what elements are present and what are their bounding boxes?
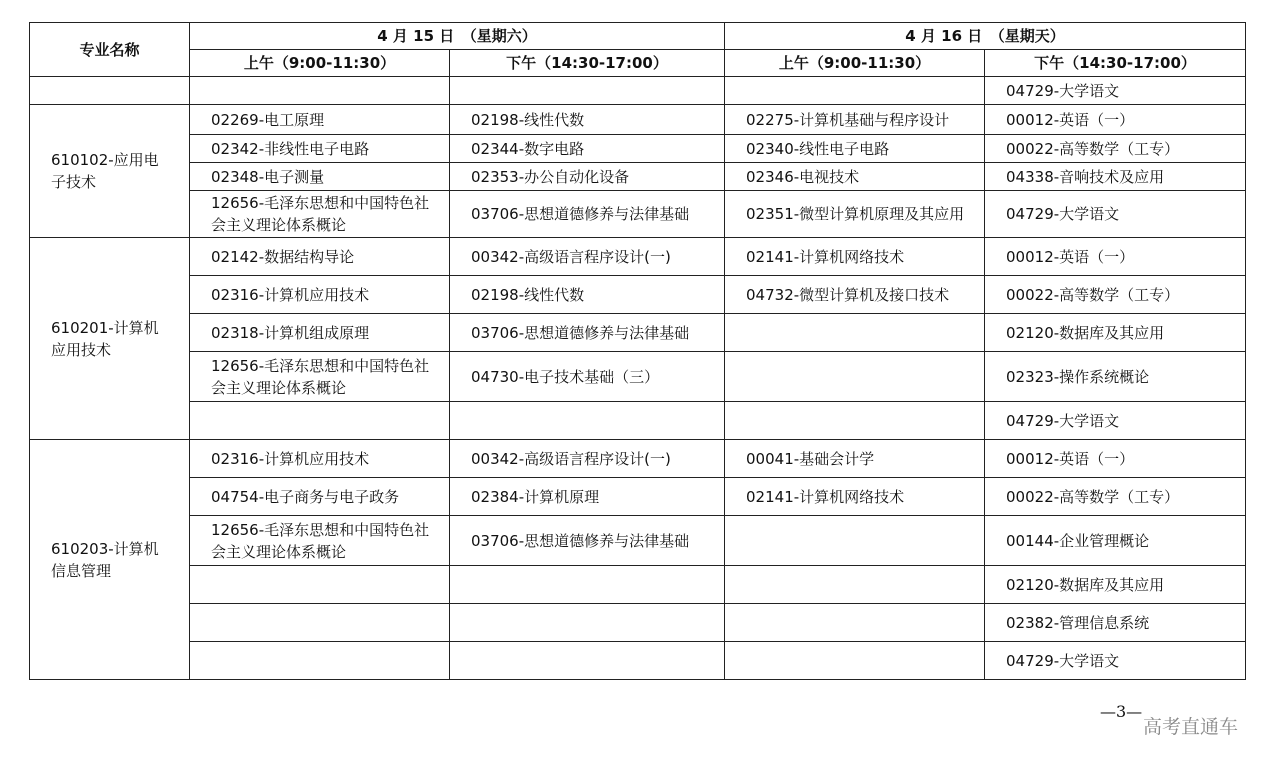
course-cell: 00012-英语（一）: [985, 440, 1246, 478]
course-cell: [190, 402, 450, 440]
course-cell: 02275-计算机基础与程序设计: [725, 105, 985, 135]
watermark: 高考直通车: [1143, 716, 1239, 738]
course-cell: 02342-非线性电子电路: [190, 135, 450, 163]
table-row: [30, 402, 1246, 440]
course-cell: 04729-大学语文: [985, 402, 1246, 440]
course-cell: [190, 604, 450, 642]
course-cell: 02142-数据结构导论: [190, 238, 450, 276]
course-cell: 02323-操作系统概论: [985, 352, 1246, 402]
course-cell: 00041-基础会计学: [725, 440, 985, 478]
course-cell: 02344-数字电路: [450, 135, 725, 163]
table-row: [30, 191, 1246, 238]
course-cell: [450, 604, 725, 642]
table-header: [30, 23, 1246, 77]
table-row: [30, 440, 1246, 478]
table-row: [30, 352, 1246, 402]
course-cell: 04338-音响技术及应用: [985, 163, 1246, 191]
course-cell: 12656-毛泽东思想和中国特色社会主义理论体系概论: [190, 352, 450, 402]
course-cell: 00012-英语（一）: [985, 105, 1246, 135]
course-cell: [450, 566, 725, 604]
table-row: [30, 566, 1246, 604]
table-body: [30, 77, 1246, 680]
course-cell: [190, 566, 450, 604]
major-name: 610203-计算机信息管理: [30, 440, 190, 680]
table-row: [30, 516, 1246, 566]
course-cell: [725, 604, 985, 642]
course-cell: 02384-计算机原理: [450, 478, 725, 516]
page-number: —3—: [1100, 702, 1143, 721]
course-cell: 02316-计算机应用技术: [190, 276, 450, 314]
table-row: [30, 135, 1246, 163]
course-cell: 04729-大学语文: [985, 191, 1246, 238]
course-cell: 00022-高等数学（工专）: [985, 276, 1246, 314]
course-cell: [725, 352, 985, 402]
course-cell: [725, 402, 985, 440]
table-row: [30, 238, 1246, 276]
course-cell: 02120-数据库及其应用: [985, 314, 1246, 352]
course-cell: 02316-计算机应用技术: [190, 440, 450, 478]
course-cell: 02269-电工原理: [190, 105, 450, 135]
table-row: [30, 105, 1246, 135]
course-cell: [450, 402, 725, 440]
course-cell: [725, 566, 985, 604]
course-cell: [725, 314, 985, 352]
major-name: 610201-计算机应用技术: [30, 238, 190, 440]
major-name: [30, 77, 190, 105]
course-cell: 02120-数据库及其应用: [985, 566, 1246, 604]
course-cell: [725, 642, 985, 680]
course-cell: [450, 642, 725, 680]
course-cell: 03706-思想道德修养与法律基础: [450, 314, 725, 352]
course-cell: 12656-毛泽东思想和中国特色社会主义理论体系概论: [190, 191, 450, 238]
course-cell: [725, 516, 985, 566]
course-cell: 02340-线性电子电路: [725, 135, 985, 163]
course-cell: 02348-电子测量: [190, 163, 450, 191]
table-row: [30, 77, 1246, 105]
major-header: 专业名称: [30, 23, 190, 77]
course-cell: [450, 77, 725, 105]
session-header: 上午（9:00-11:30）: [190, 50, 450, 77]
course-cell: 00144-企业管理概论: [985, 516, 1246, 566]
course-cell: 02318-计算机组成原理: [190, 314, 450, 352]
session-header: 上午（9:00-11:30）: [725, 50, 985, 77]
course-cell: 02346-电视技术: [725, 163, 985, 191]
day-header: 4 月 15 日 （星期六）: [190, 23, 725, 50]
table-row: [30, 604, 1246, 642]
day-header: 4 月 16 日 （星期天）: [725, 23, 1246, 50]
table-row: [30, 163, 1246, 191]
table-row: [30, 276, 1246, 314]
course-cell: 02198-线性代数: [450, 105, 725, 135]
course-cell: 02141-计算机网络技术: [725, 478, 985, 516]
course-cell: 02141-计算机网络技术: [725, 238, 985, 276]
course-cell: 04754-电子商务与电子政务: [190, 478, 450, 516]
course-cell: 02198-线性代数: [450, 276, 725, 314]
course-cell: 04729-大学语文: [985, 77, 1246, 105]
course-cell: 02382-管理信息系统: [985, 604, 1246, 642]
course-cell: 00342-高级语言程序设计(一): [450, 440, 725, 478]
table-row: [30, 478, 1246, 516]
course-cell: 00022-高等数学（工专）: [985, 135, 1246, 163]
course-cell: 03706-思想道德修养与法律基础: [450, 191, 725, 238]
course-cell: 04732-微型计算机及接口技术: [725, 276, 985, 314]
course-cell: [190, 77, 450, 105]
course-cell: 12656-毛泽东思想和中国特色社会主义理论体系概论: [190, 516, 450, 566]
course-cell: 00012-英语（一）: [985, 238, 1246, 276]
course-cell: 04729-大学语文: [985, 642, 1246, 680]
exam-schedule-table: [29, 22, 1246, 680]
course-cell: 04730-电子技术基础（三）: [450, 352, 725, 402]
session-header: 下午（14:30-17:00）: [450, 50, 725, 77]
course-cell: 03706-思想道德修养与法律基础: [450, 516, 725, 566]
course-cell: 02353-办公自动化设备: [450, 163, 725, 191]
table-row: [30, 314, 1246, 352]
table-row: [30, 642, 1246, 680]
major-name: 610102-应用电子技术: [30, 105, 190, 238]
course-cell: [725, 77, 985, 105]
session-header: 下午（14:30-17:00）: [985, 50, 1246, 77]
course-cell: 00022-高等数学（工专）: [985, 478, 1246, 516]
course-cell: [190, 642, 450, 680]
course-cell: 00342-高级语言程序设计(一): [450, 238, 725, 276]
course-cell: 02351-微型计算机原理及其应用: [725, 191, 985, 238]
